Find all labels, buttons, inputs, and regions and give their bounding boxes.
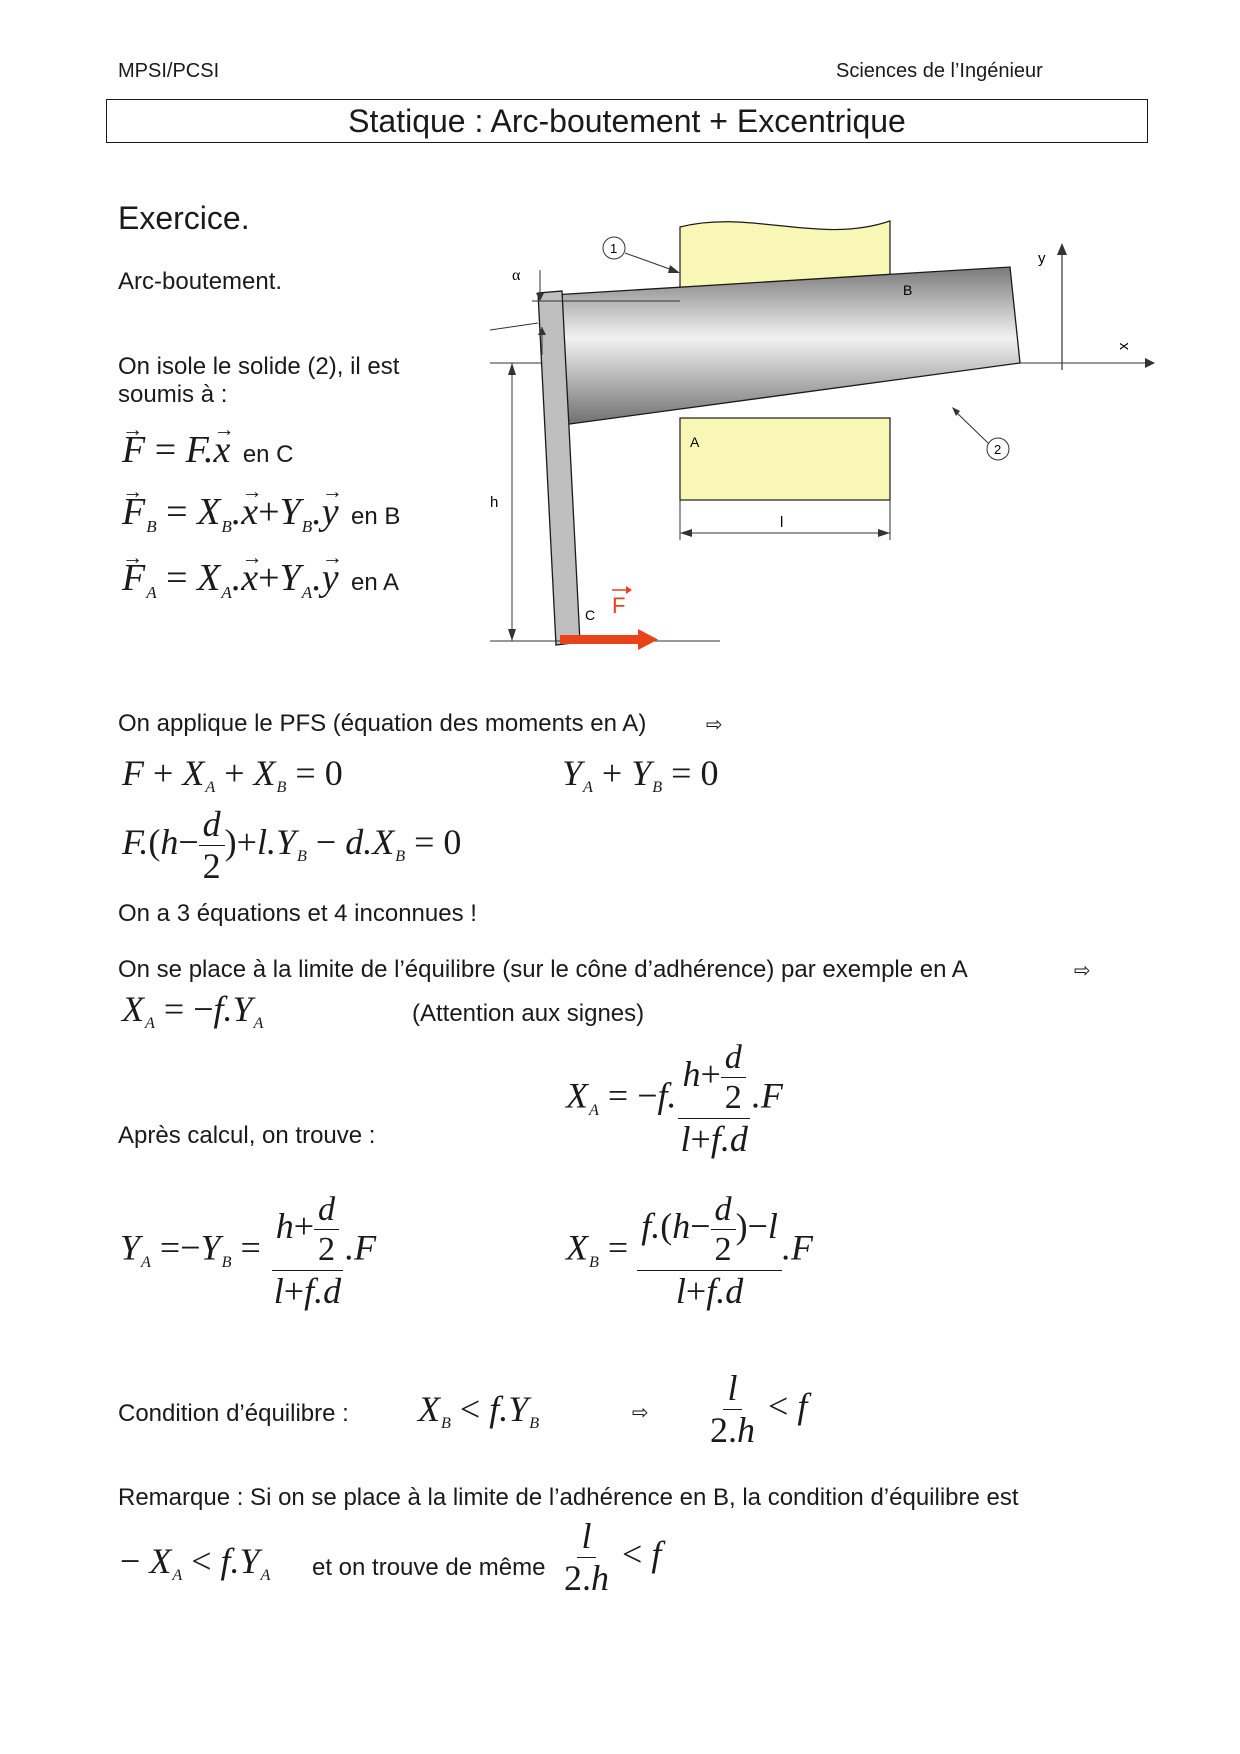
alpha-label: α bbox=[512, 267, 521, 284]
force-fb-equation: → $F_B = X_B.\to x+Y_B.\to y$ en B bbox=[122, 490, 400, 537]
force-f-equation: → F = F.→ x en C bbox=[122, 428, 294, 472]
mechanism-figure bbox=[490, 215, 1170, 655]
result-ya: $Y_A =-Y_B$ = h+ $\frac{d}{2}$ l+f.d .F bbox=[120, 1191, 377, 1311]
after-calc-text: Après calcul, on trouve : bbox=[118, 1122, 376, 1149]
shaft bbox=[552, 267, 1020, 425]
dim-l-label: l bbox=[780, 514, 784, 531]
remark-end-text: et on trouve de même bbox=[312, 1554, 546, 1581]
equation-friction-a: $X_A = -f.Y_A$ bbox=[122, 989, 264, 1033]
x-axis-label: x bbox=[1115, 342, 1132, 350]
isolate-text-1: On isole le solide (2), il est bbox=[118, 353, 400, 380]
header-left: MPSI/PCSI bbox=[118, 60, 220, 82]
condition-label: Condition d’équilibre : bbox=[118, 1400, 349, 1427]
force-fa-equation: → $F_A = X_A.\to x+Y_A.\to y$ en A bbox=[122, 556, 399, 603]
remark-result: $\frac{l}{2.h}$ < f bbox=[564, 1516, 662, 1599]
equation-resultant-y: $Y_A + Y_B = 0$ bbox=[562, 753, 719, 797]
header-right: Sciences de l’Ingénieur bbox=[836, 60, 1043, 82]
equation-moment: F.(h− $\frac{d}{2}$ )$+l.Y_B - d.X_B = 0$ bbox=[122, 804, 462, 887]
guide-bottom-block bbox=[680, 418, 890, 500]
result-xb: $X_B$ = f.(h− $\frac{d}{2}$ )−l l+f.d .F bbox=[566, 1191, 813, 1311]
implies-arrow-icon: ⇨ bbox=[1074, 958, 1091, 982]
force-fb-point: en B bbox=[351, 503, 401, 530]
limit-text: On se place à la limite de l’équilibre (sur le cône d’adhérence) par exemple en A bbox=[118, 956, 968, 983]
result-xa: $X_A = -f$. h+ $\frac{d}{2}$ l+f.d .F bbox=[566, 1039, 783, 1159]
force-label: F bbox=[612, 593, 626, 618]
section-heading: Exercice. bbox=[118, 200, 250, 236]
point-a-label: A bbox=[690, 434, 700, 450]
signs-note: (Attention aux signes) bbox=[412, 1000, 645, 1027]
remark-inequality: − $X_A < f.Y_A$ bbox=[120, 1541, 271, 1585]
point-b-label: B bbox=[903, 282, 913, 298]
condition-result: $\frac{l}{2.h}$ < f bbox=[710, 1368, 808, 1451]
isolate-text-2: soumis à : bbox=[118, 381, 228, 408]
title-box bbox=[106, 99, 1148, 143]
implies-arrow-icon: ⇨ bbox=[706, 712, 723, 736]
callout-1-label: 1 bbox=[610, 241, 618, 256]
force-f-point: en C bbox=[242, 441, 294, 468]
section-subheading: Arc-boutement. bbox=[118, 268, 283, 295]
implies-arrow-icon: ⇨ bbox=[632, 1400, 649, 1424]
remark-text: Remarque : Si on se place à la limite de l’adhérence en B, la condition d’équilibre est bbox=[118, 1484, 1019, 1511]
pfs-text: On applique le PFS (équation des moments en A) bbox=[118, 710, 647, 737]
condition-inequality: $X_B < f.Y_B$ bbox=[418, 1389, 540, 1433]
dim-h-label: h bbox=[490, 494, 499, 511]
equation-resultant-x: $F + X_A + X_B = 0$ bbox=[122, 753, 343, 797]
force-fa-point: en A bbox=[351, 569, 400, 596]
count-text: On a 3 équations et 4 inconnues ! bbox=[118, 900, 477, 927]
y-axis-label: y bbox=[1038, 250, 1046, 267]
page-title: Statique : Arc-boutement + Excentrique bbox=[348, 102, 906, 139]
callout-2-label: 2 bbox=[994, 442, 1002, 457]
point-c-label: C bbox=[585, 607, 596, 623]
